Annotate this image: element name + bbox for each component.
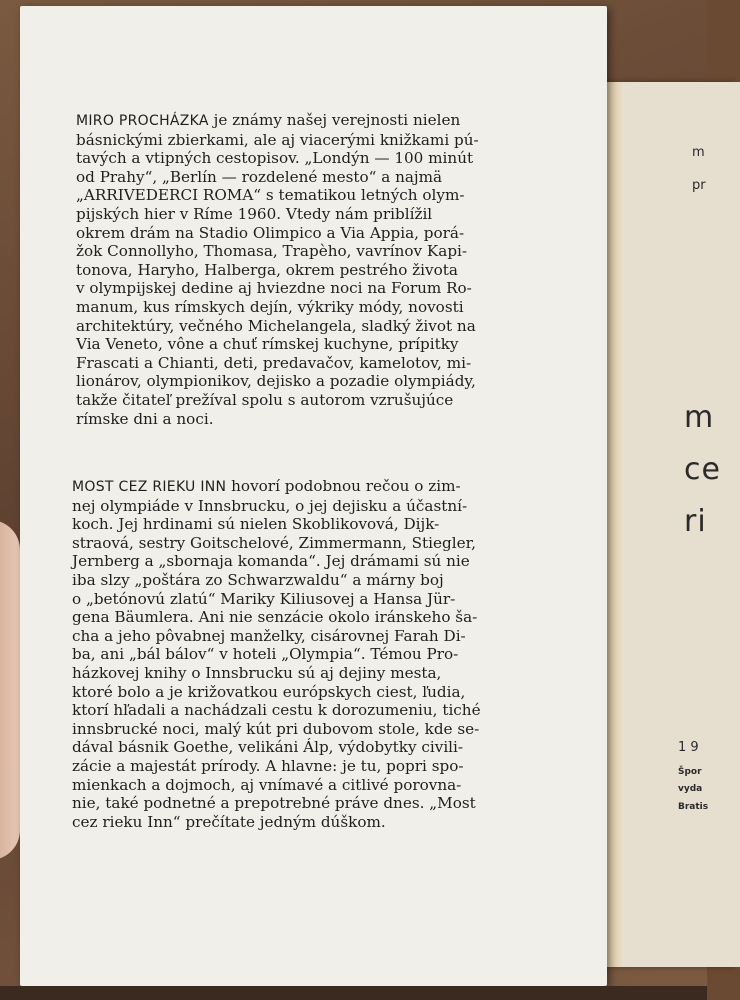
paragraph-most-cez-rieku-inn (72, 477, 512, 831)
table-edge-bottom (0, 986, 707, 1000)
right-fragment-1: m (692, 145, 705, 160)
right-fragment-6: 1 9 (678, 740, 699, 755)
right-fragment-8: vyda (678, 784, 703, 794)
right-fragment-7: Špor (678, 767, 702, 777)
hand-holding-book (0, 520, 20, 860)
right-book-page (600, 82, 740, 967)
right-fragment-2: pr (692, 178, 706, 193)
paragraph-body: hovorí podobnou rečou o zim- nej olympiáde v Innsbrucku, o jej dejisku a účastní- koch. Jej hrdinami sú nielen Skoblikovová, Dijk- straová, sestry Goitschelové, Zimmermann, Stiegler, Jernberg a „sbornaja komanda“. Jej drámami sú nie iba slzy „poštára zo Schwarzwaldu“ a márny boj o „betónovú zlatú“ Mariky Kiliusovej a Hansa Jür- gena Bäumlera. Ani nie senzácie okolo iránskeho ša- cha a jeho pôvabnej manželky, cisárovnej Farah Di- ba, ani „bál bálov“ v hoteli „Olympia“. Témou Pro- házkovej knihy o Innsbrucku sú aj dejiny mesta, ktoré bolo a je križovatkou európskych ciest, ľudia, ktorí hľadali a nachádzali cestu k dorozumeniu, tiché innsbrucké noci, malý kút pri dubovom stole, kde se- dával básnik Goethe, velikáni Álp, výdobytky civili- zácie a majestát prírody. A hlavne: je tu, popri spo- mienkach a dojmoch, aj vnímavé a citlivé porovna- nie, také podnetné a prepotrebné práve dnes. „Most cez rieku Inn“ prečítate jedným dúškom. (72, 477, 481, 831)
book-title: MOST CEZ RIEKU INN (72, 479, 227, 495)
right-fragment-5: ri (684, 504, 707, 539)
left-book-page (20, 6, 607, 986)
right-fragment-9: Bratis (678, 802, 709, 812)
right-fragment-3: m (684, 400, 715, 435)
paragraph-miro-prochazka (76, 111, 516, 428)
author-name: MIRO PROCHÁZKA (76, 113, 209, 129)
paragraph-body: je známy našej verejnosti nielen básnickými zbierkami, ale aj viacerými knižkami pú- tavých a vtipných cestopisov. „Londýn — 100 minút od Prahy“, „Berlín — rozdelené mesto“ a najmä „ARRIVEDERCI ROMA“ s tematikou letných olym- pijských hier v Ríme 1960. Vtedy nám priblížil okrem drám na Stadio Olimpico a Via Appia, porá- žok Connollyho, Thomasa, Trapèho, vavrínov Kapi- tonova, Haryho, Halberga, okrem pestrého života v olympijskej dedine aj hviezdne noci na Forum Ro- manum, kus rímskych dejín, výkriky módy, novosti architektúry, večného Michelangela, sladký život na Via Veneto, vône a chuť rímskej kuchyne, prípitky Frascati a Chianti, deti, predavačov, kamelotov, mi- lionárov, olympionikov, dejisko a pozadie olympiády, takže čitateľ prežíval spolu s autorom vzrušujúce rímske dni a noci. (76, 111, 479, 428)
right-fragment-4: ce (684, 452, 721, 487)
